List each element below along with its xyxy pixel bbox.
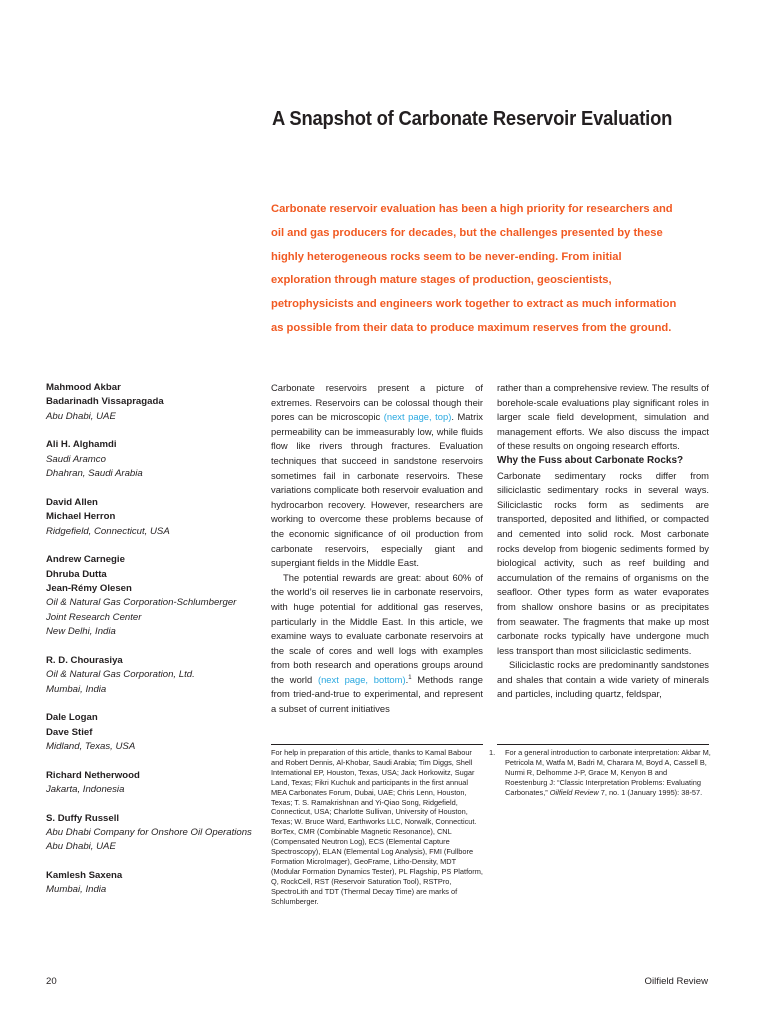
author-name: S. Duffy Russell (46, 812, 120, 824)
author-name: Michael Herron (46, 511, 116, 523)
author-affiliation: Midland, Texas, USA (46, 741, 136, 753)
author-group (46, 711, 261, 754)
author-affiliation: Jakarta, Indonesia (46, 784, 125, 796)
author-affiliation: Abu Dhabi, UAE (46, 841, 116, 853)
author-name: Mahmood Akbar (46, 382, 121, 393)
journal-name: Oilfield Review (644, 976, 708, 987)
author-affiliation: Ridgefield, Connecticut, USA (46, 525, 170, 537)
author-name: Ali H. Alghamdi (46, 439, 117, 451)
body-paragraph: Carbonate sedimentary rocks differ from siliciclastic sedimentary rocks in several ways. Siliciclastic rocks form as sediments are transported, deposited and lithified, or compacted and cemented into solid rock. Most carbonate rocks develop from biogenic sediments formed by biological activity, such as reef building and accumulation of the remains of organisms on the seafloor. Other types form as water evaporates from shallow onshore basins or as precipitates from seawater. The fragments that make up most carbonate rocks typically have undergone much less transport than most siliciclastic sediments. (497, 469, 709, 656)
reference-footnote (489, 748, 711, 798)
figure-reference-link[interactable]: (next page, top) (383, 411, 452, 423)
author-name: Kamlesh Saxena (46, 870, 123, 882)
page-number: 20 (46, 976, 57, 987)
author-group (46, 869, 261, 898)
author-affiliation: Oil & Natural Gas Corporation, Ltd. (46, 669, 195, 681)
author-name: Jean-Rémy Olesen (46, 583, 132, 595)
body-column-2 (497, 381, 709, 702)
author-group (46, 438, 261, 481)
author-affiliation: Joint Research Center (46, 611, 142, 623)
journal-citation: Oilfield Review (549, 787, 599, 797)
footnote-number: 1. (489, 748, 496, 757)
author-affiliation: Mumbai, India (46, 884, 107, 896)
author-group (46, 496, 261, 539)
trademarks-text: BorTex, CMR (Combinable Magnetic Resonance), CNL (Compensated Neutron Log), ECS (Elemental Capture Spectroscopy), ELAN (Elemental Log Analysis), FMI (Fullbore Formation MicroImager), GeoFrame, Litho-Density, MDT (Modular Formation Dynamics Tester), PL Flagship, PS Platform, Q, RockCell, RST (Reservoir Saturation Tool), RSTPro, SpectroLith and TDT (Thermal Decay Time) are marks of Schlumberger. (271, 827, 483, 906)
footnote-divider (497, 744, 709, 745)
body-column-1 (271, 381, 483, 717)
author-affiliation: Abu Dhabi Company for Onshore Oil Operations (46, 827, 252, 839)
author-affiliation: Mumbai, India (46, 683, 107, 695)
author-group (46, 812, 261, 855)
author-name: Richard Netherwood (46, 769, 140, 781)
author-name: Dhruba Dutta (46, 568, 107, 580)
footnote-1: 1. For a general introduction to carbonate interpretation: Akbar M, Petricola M, Watfa M, Badri M, Charara M, Boyd A, Cassell B, Nurmi R, Delhomme J-P, Grace M, Kenyon B and Roestenburg J: “Classic Interpretation Problems: Evaluating Carbonates,” Oilfield Review 7, no. 1 (January 1995): 38-57. (489, 748, 711, 797)
author-group (46, 381, 261, 424)
author-group (46, 553, 261, 639)
body-paragraph: Carbonate reservoirs present a picture of extremes. Reservoirs can be colossal though their pores can be microscopic (next page, top). Matrix permeability can be immeasurably low, while fluids flow like rivers through fractures. Evaluation techniques that succeed in sandstone reservoirs sometimes fail in carbonate reservoirs. These variations complicate both reservoir evaluation and hydrocarbon recovery. However, researchers are working to overcome these problems because of the economic significance of oil production from carbonate reservoirs, especially giant and supergiant fields in the Middle East. (271, 382, 483, 569)
author-name: Dave Stief (46, 726, 93, 738)
author-affiliation: Saudi Aramco (46, 453, 106, 465)
author-name: Dale Logan (46, 712, 98, 724)
acknowledgments-footnote (271, 748, 485, 907)
footnote-divider (271, 744, 483, 745)
footnote-marker[interactable]: 1 (408, 674, 412, 681)
section-heading: Why the Fuss about Carbonate Rocks? (497, 454, 684, 466)
author-name: David Allen (46, 496, 98, 508)
author-name: Andrew Carnegie (46, 554, 125, 566)
author-affiliation: Dhahran, Saudi Arabia (46, 468, 143, 480)
author-affiliation: New Delhi, India (46, 626, 116, 638)
article-title: A Snapshot of Carbonate Reservoir Evaluation (272, 108, 673, 130)
author-list (46, 381, 261, 912)
body-paragraph: rather than a comprehensive review. The results of borehole-scale evaluations play significant roles in larger scale field development, simulation and management efforts. We also discuss the impact of these results on ongoing research efforts. (497, 382, 709, 452)
figure-reference-link[interactable]: (next page, bottom) (317, 673, 406, 685)
body-paragraph: The potential rewards are great: about 60% of the world’s oil reserves lie in carbonate reservoirs, with huge potential for additional gas reserves, particularly in the Middle East. In this article, we examine ways to evaluate carbonate reservoirs at the scale of cores and well logs with examples from both research and operations groups around the world (next page, bottom).$^1$ Methods range from tried-and-true to experimental, and represent a subset of current initiatives (271, 571, 483, 715)
author-group (46, 769, 261, 798)
body-paragraph: Siliciclastic rocks are predominantly sandstones and shales that contain a wide variety of minerals and particles, including quartz, feldspar, (497, 659, 709, 700)
author-group (46, 654, 261, 697)
acknowledgments-text: For help in preparation of this article, thanks to Kamal Babour and Robert Dennis, Al-Khobar, Saudi Arabia; Tim Diggs, Shell International EP, Houston, Texas, USA; Jack Horkowitz, Sugar Land, Texas; Fikri Kuchuk and participants in the first annual MEA Carbonates Forum, Dubai, UAE; Chris Lenn, Houston, Texas; T. S. Ramakrishnan and Yi-Qiao Song, Ridgefield, Connecticut, USA; Charlotte Sullivan, University of Houston, Texas; W. Bruce Ward, Earthworks LLC, Norwalk, Connecticut. (271, 748, 477, 827)
author-affiliation: Oil & Natural Gas Corporation-Schlumberger (46, 597, 237, 609)
author-name: R. D. Chourasiya (46, 654, 123, 666)
author-name: Badarinadh Vissapragada (46, 396, 164, 408)
article-lead: Carbonate reservoir evaluation has been a high priority for researchers and oil and gas producers for decades, but the challenges presented by these highly heterogeneous rocks seem to be never-ending. From initial exploration through mature stages of production, geoscientists, petrophysicists and engineers work together to extract as much information as possible from their data to produce maximum reserves from the ground. (271, 203, 677, 334)
author-affiliation: Abu Dhabi, UAE (46, 410, 116, 422)
